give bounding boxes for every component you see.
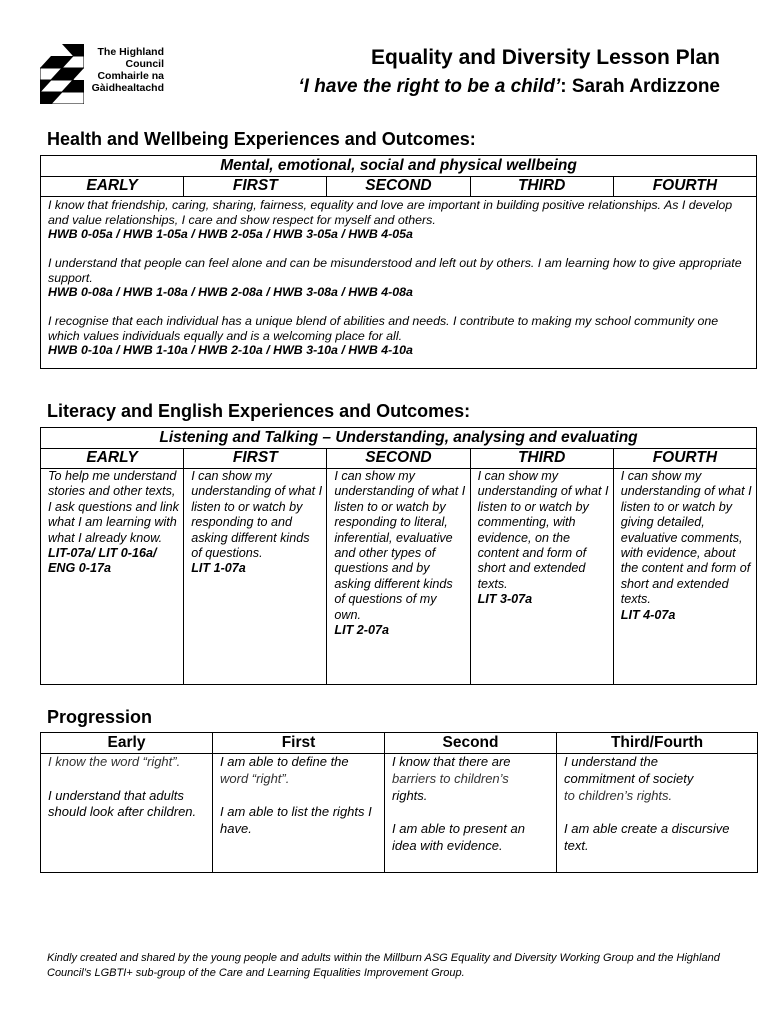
level-early: EARLY xyxy=(41,449,184,469)
health-table-title: Mental, emotional, social and physical wellbeing xyxy=(41,156,757,177)
progression-line: barriers to children’s xyxy=(392,770,509,786)
progression-line: commitment of society xyxy=(564,770,694,786)
progression-cell-second xyxy=(385,754,557,873)
progression-line: I am able create a discursive text. xyxy=(564,821,730,853)
footer-credit: Kindly created and shared by the young people and adults within the Millburn ASG Equality and Diversity Working Group and the Highland Council’s LGBTI+ sub-group of the Care and Learning Equalities Improvement Group. xyxy=(47,952,720,979)
outcome-text: I understand that people can feel alone and can be misunderstood and left out by others. I am learning how to give appropriate support. xyxy=(48,256,742,285)
progression-cell-first xyxy=(213,754,385,873)
progression-cell-third-fourth xyxy=(557,754,758,873)
progression-line: to children’s rights. xyxy=(564,787,673,803)
literacy-table xyxy=(40,427,757,685)
page-title: Equality and Diversity Lesson Plan xyxy=(371,46,720,69)
level-fourth: FOURTH xyxy=(613,177,756,197)
level-first: FIRST xyxy=(184,177,327,197)
cell-code: LIT 3-07a xyxy=(477,592,533,607)
cell-code: LIT 2-07a xyxy=(334,623,389,638)
level-third: THIRD xyxy=(470,449,613,469)
outcome-code: HWB 0-05a / HWB 1-05a / HWB 2-05a / HWB 3-05a / HWB 4-05a xyxy=(48,227,413,241)
progression-heading: Progression xyxy=(47,707,153,727)
progression-col-third-fourth: Third/Fourth xyxy=(557,733,758,754)
literacy-cell-second xyxy=(327,469,470,685)
progression-line: word “right”. xyxy=(220,770,290,786)
subtitle-quote: ‘I have the right to be a child’ xyxy=(298,76,561,97)
outcome-text: I know that friendship, caring, sharing, fairness, equality and love are important in building positive relationships. As I develop and value relationships, I care and show respect for myself and others. xyxy=(48,198,733,227)
logo-line: Gàidhealtachd xyxy=(91,82,164,94)
cell-code: LIT 4-07a xyxy=(620,607,676,622)
progression-line: I am able to present an idea with evidence. xyxy=(392,821,525,853)
outcome xyxy=(48,256,750,300)
progression-line: I am able to list the rights I have. xyxy=(220,804,372,837)
literacy-cell-fourth xyxy=(613,469,756,685)
page-subtitle xyxy=(298,76,720,98)
council-logo-icon xyxy=(40,44,84,104)
literacy-cell-early xyxy=(41,469,184,685)
progression-line: rights. xyxy=(392,787,428,803)
progression-line: I know the word “right”. xyxy=(48,754,181,769)
health-outcomes xyxy=(41,197,757,369)
level-fourth: FOURTH xyxy=(613,449,756,469)
logo-line: Comhairle na xyxy=(97,70,164,82)
logo-line: The Highland xyxy=(97,46,164,58)
cell-text: I can show my understanding of what I listen to or watch by giving detailed, evaluative comments, with evidence, about the content and form of short and extended texts. xyxy=(620,469,752,607)
cell-text: To help me understand stories and other texts, I ask questions and link what I am learning with what I already know. xyxy=(48,469,179,545)
outcome xyxy=(48,198,750,242)
cell-text: I can show my understanding of what I listen to or watch by commenting, with evidence, on the content and form of short and extended texts. xyxy=(477,469,609,591)
literacy-heading: Literacy and English Experiences and Outcomes: xyxy=(47,401,471,421)
health-table xyxy=(40,155,757,369)
cell-code: LIT 1-07a xyxy=(191,561,246,576)
level-early: EARLY xyxy=(41,177,184,197)
progression-line: I know that there are xyxy=(392,754,511,769)
progression-line: I understand that adults should look after children. xyxy=(48,787,197,820)
cell-code: LIT-07a/ LIT 0-16a/ ENG 0-17a xyxy=(48,546,157,576)
progression-line: I am able to define the xyxy=(220,754,349,769)
outcome-code: HWB 0-08a / HWB 1-08a / HWB 2-08a / HWB 3-08a / HWB 4-08a xyxy=(48,285,413,299)
health-heading: Health and Wellbeing Experiences and Outcomes: xyxy=(47,129,476,149)
logo-line: Council xyxy=(125,58,164,70)
level-second: SECOND xyxy=(327,177,470,197)
subtitle-author: : Sarah Ardizzone xyxy=(560,76,720,97)
progression-table xyxy=(40,732,758,873)
outcome-text: I recognise that each individual has a unique blend of abilities and needs. I contribute to making my school community one which values individuals equally and is a welcoming place for all. xyxy=(48,314,719,343)
progression-col-first: First xyxy=(213,733,385,754)
literacy-cell-first xyxy=(184,469,327,685)
level-third: THIRD xyxy=(470,177,613,197)
outcome-code: HWB 0-10a / HWB 1-10a / HWB 2-10a / HWB 3-10a / HWB 4-10a xyxy=(48,343,413,357)
outcome xyxy=(48,314,750,358)
cell-text: I can show my understanding of what I listen to or watch by responding to literal, inferential, evaluative and other types of questions and by asking different kinds of questions of my own. xyxy=(334,469,466,622)
level-first: FIRST xyxy=(184,449,327,469)
highland-council-logo xyxy=(40,44,170,104)
cell-text: I can show my understanding of what I listen to or watch by responding to and asking different kinds of questions. xyxy=(191,469,323,561)
literacy-cell-third xyxy=(470,469,613,685)
literacy-table-title: Listening and Talking – Understanding, analysing and evaluating xyxy=(41,428,757,449)
progression-col-early: Early xyxy=(41,733,213,754)
progression-line: I understand the xyxy=(564,754,658,769)
progression-cell-early xyxy=(41,754,213,873)
level-second: SECOND xyxy=(327,449,470,469)
progression-col-second: Second xyxy=(385,733,557,754)
